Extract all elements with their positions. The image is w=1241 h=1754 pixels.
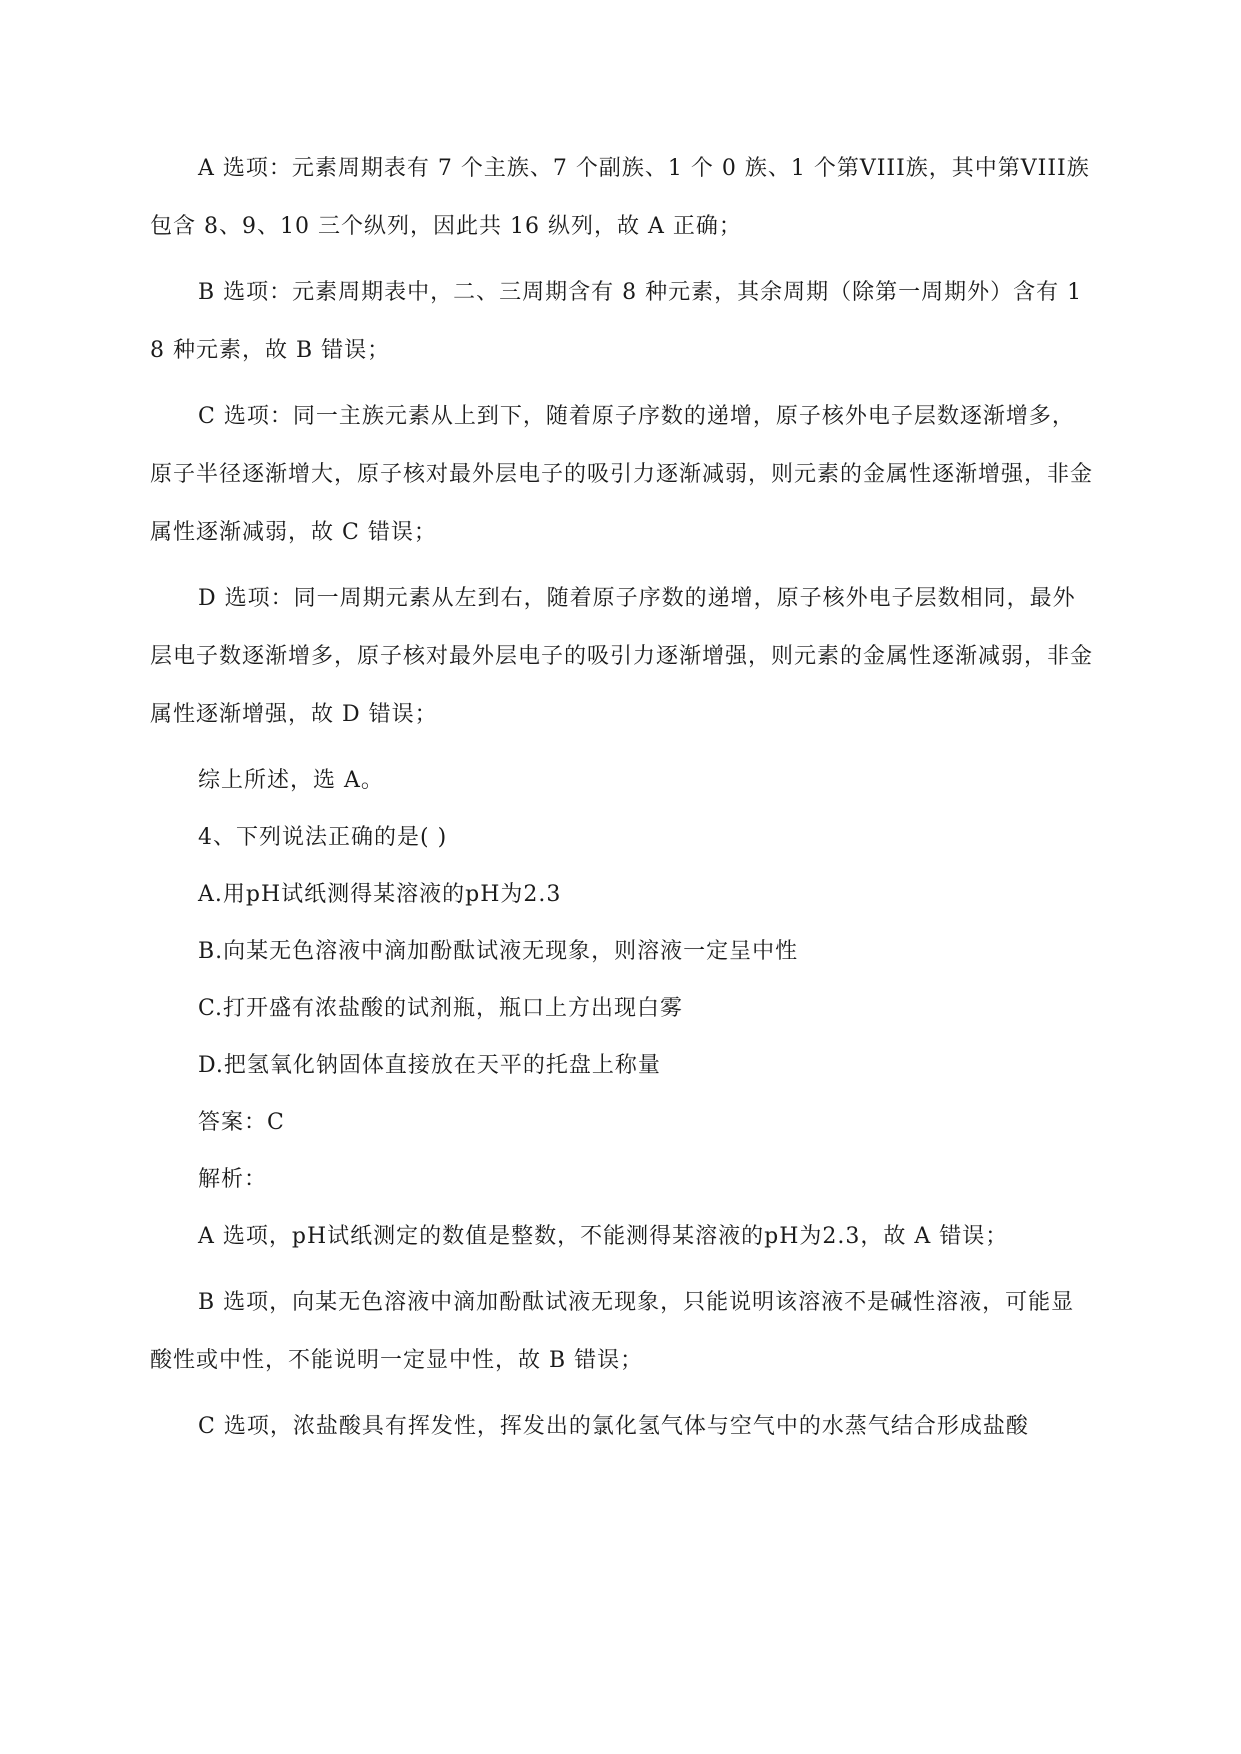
- question-stem: 4、下列说法正确的是( ): [198, 825, 448, 850]
- explanation-option-a: A 选项：元素周期表有 7 个主族、7 个副族、1 个 0 族、1 个第VIII族，其中第VIII族包含 8、9、10 三个纵列，因此共 16 纵列，故 A 正确；: [150, 156, 1090, 239]
- explanation-option-c: C 选项：同一主族元素从上到下，随着原子序数的递增，原子核外电子层数逐渐增多，原子半径逐渐增大，原子核对最外层电子的吸引力逐渐减弱，则元素的金属性逐渐增强，非金属性逐渐减弱，故 C 错误；: [150, 404, 1094, 545]
- explanation-option-b: B 选项：元素周期表中，二、三周期含有 8 种元素，其余周期（除第一周期外）含有 18 种元素，故 B 错误；: [150, 280, 1083, 363]
- analysis-label: 解析：: [198, 1167, 268, 1192]
- explanation-option-d: D 选项：同一周期元素从左到右，随着原子序数的递增，原子核外电子层数相同，最外层电子数逐渐增多，原子核对最外层电子的吸引力逐渐增强，则元素的金属性逐渐减弱，非金属性逐渐增强，故 D 错误；: [150, 586, 1094, 727]
- answer-line: 答案：C: [198, 1110, 285, 1135]
- analysis-option-b: B 选项，向某无色溶液中滴加酚酞试液无现象，只能说明该溶液不是碱性溶液，可能显酸性或中性，不能说明一定显中性，故 B 错误；: [150, 1290, 1075, 1373]
- question-option-b: B.向某无色溶液中滴加酚酞试液无现象，则溶液一定呈中性: [198, 939, 799, 964]
- question-option-c: C.打开盛有浓盐酸的试剂瓶，瓶口上方出现白雾: [198, 996, 684, 1021]
- question-option-d: D.把氢氧化钠固体直接放在天平的托盘上称量: [198, 1053, 661, 1078]
- document-page: [150, 140, 1095, 1464]
- analysis-option-a: A 选项，pH试纸测定的数值是整数，不能测得某溶液的pH为2.3，故 A 错误；: [198, 1224, 1009, 1249]
- question-option-a: A.用pH试纸测得某溶液的pH为2.3: [198, 882, 562, 907]
- analysis-option-c: C 选项，浓盐酸具有挥发性，挥发出的氯化氢气体与空气中的水蒸气结合形成盐酸: [198, 1414, 1029, 1439]
- explanation-summary: 综上所述，选 A。: [198, 768, 384, 793]
